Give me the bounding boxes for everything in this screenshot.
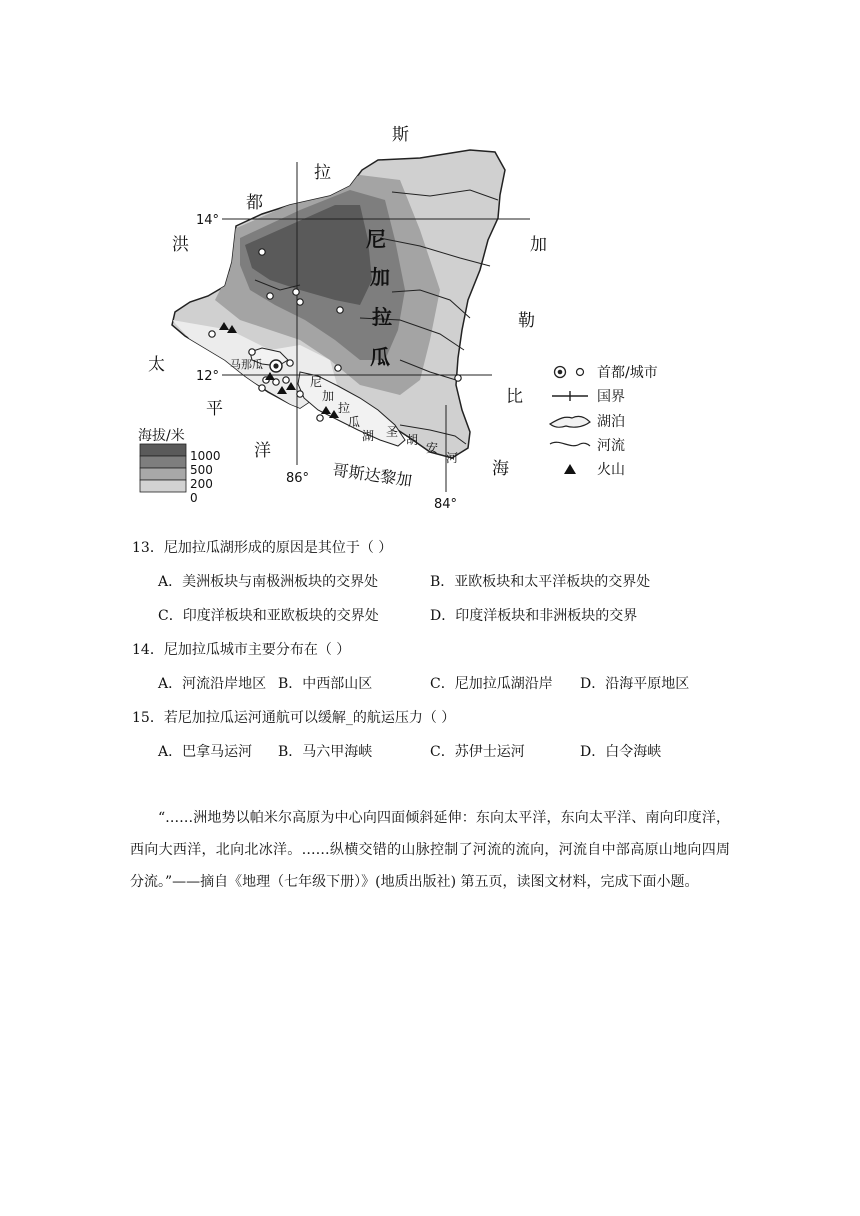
legend-volcano-label: 火山	[597, 462, 625, 478]
lat-12-label: 12°	[196, 369, 220, 384]
country-label-gua: 瓜	[370, 345, 390, 369]
question-14-option-b: B．中西部山区	[278, 676, 373, 692]
volcano-icon	[564, 464, 576, 474]
capital-city-icon	[555, 367, 584, 378]
legend-river-label: 河流	[597, 438, 625, 454]
elevation-level-1000: 1000	[190, 449, 221, 463]
country-label-ni: 尼	[366, 227, 386, 251]
lon-84-label: 84°	[434, 497, 458, 512]
question-15-stem: 15．若尼加拉瓜运河通航可以缓解_的航运压力（ ）	[132, 710, 456, 726]
river-icon	[550, 442, 590, 446]
label-hai: 海	[492, 459, 509, 479]
country-label-la: 拉	[372, 305, 392, 329]
lake-label-1: 尼	[310, 375, 323, 389]
question-15-option-a: A．巴拿马运河	[158, 744, 253, 760]
capital-managua-icon	[270, 360, 282, 372]
lat-14-label: 14°	[196, 213, 220, 228]
legend-capital-label: 首都/城市	[597, 365, 658, 381]
question-13-stem: 13．尼加拉瓜湖形成的原因是其位于（ ）	[132, 540, 393, 556]
nicaragua-map	[0, 0, 860, 520]
elevation-level-0: 0	[190, 491, 198, 505]
legend-lake-label: 湖泊	[597, 414, 625, 430]
lake-label-3: 拉	[338, 401, 351, 415]
reading-passage: “……洲地势以帕米尔高原为中心向四面倾斜延伸：东向太平洋，东向太平洋、南向印度洋，西向大西洋，北向北冰洋。……纵横交错的山脉控制了河流的流向，河流自中部高原山地向四周分流。”——摘自《地理（七年级下册）》(地质出版社) 第五页，读图文材料，完成下面小题。	[130, 810, 730, 890]
question-14-option-a: A．河流沿岸地区	[158, 676, 267, 692]
label-tai: 太	[148, 355, 165, 375]
question-13-option-c: C．印度洋板块和亚欧板块的交界处	[158, 608, 379, 624]
label-si: 斯	[392, 125, 409, 145]
label-jia: 加	[530, 235, 547, 255]
label-le: 勒	[518, 311, 535, 331]
label-du: 都	[246, 193, 263, 213]
question-15-option-d: D．白令海峡	[580, 744, 662, 760]
elevation-legend	[138, 427, 221, 505]
label-bi: 比	[506, 387, 523, 407]
elevation-swatch-200	[140, 468, 186, 480]
river-label-1: 圣	[386, 425, 399, 439]
legend-border-label: 国界	[597, 389, 625, 405]
question-14-stem: 14．尼加拉瓜城市主要分布在（ ）	[132, 642, 351, 658]
river-label-3: 安	[426, 441, 439, 455]
elevation-level-200: 200	[190, 477, 213, 491]
question-13-option-a: A．美洲板块与南极洲板块的交界处	[158, 574, 379, 590]
lake-label-5: 湖	[362, 429, 375, 443]
elevation-level-500: 500	[190, 463, 213, 477]
river-label-2: 胡	[406, 433, 419, 447]
question-14-option-d: D．沿海平原地区	[580, 676, 690, 692]
country-label-jia: 加	[370, 265, 390, 289]
elevation-legend-title: 海拔/米	[138, 428, 185, 444]
question-13-option-b: B．亚欧板块和太平洋板块的交界处	[430, 574, 651, 590]
question-14-option-c: C．尼加拉瓜湖沿岸	[430, 676, 553, 692]
question-13-option-d: D．印度洋板块和非洲板块的交界	[430, 608, 638, 624]
symbol-legend	[550, 365, 658, 478]
elevation-swatch-500	[140, 456, 186, 468]
costa-rica-label: 哥斯达黎加	[331, 460, 414, 491]
question-15-option-c: C．苏伊士运河	[430, 744, 525, 760]
lon-86-label: 86°	[286, 471, 310, 486]
label-la: 拉	[314, 163, 331, 183]
lake-icon	[550, 416, 590, 427]
lake-label-4: 瓜	[348, 415, 361, 429]
label-hong: 洪	[172, 235, 189, 255]
lake-label-2: 加	[322, 389, 335, 403]
question-15-option-b: B．马六甲海峡	[278, 744, 373, 760]
river-label-4: 河	[446, 451, 459, 465]
label-ping: 平	[206, 399, 223, 419]
border-line-icon	[552, 391, 588, 401]
elevation-swatch-1000	[140, 444, 186, 456]
elevation-swatch-0	[140, 480, 186, 492]
label-yang: 洋	[254, 441, 271, 461]
capital-label: 马那瓜	[230, 358, 263, 371]
